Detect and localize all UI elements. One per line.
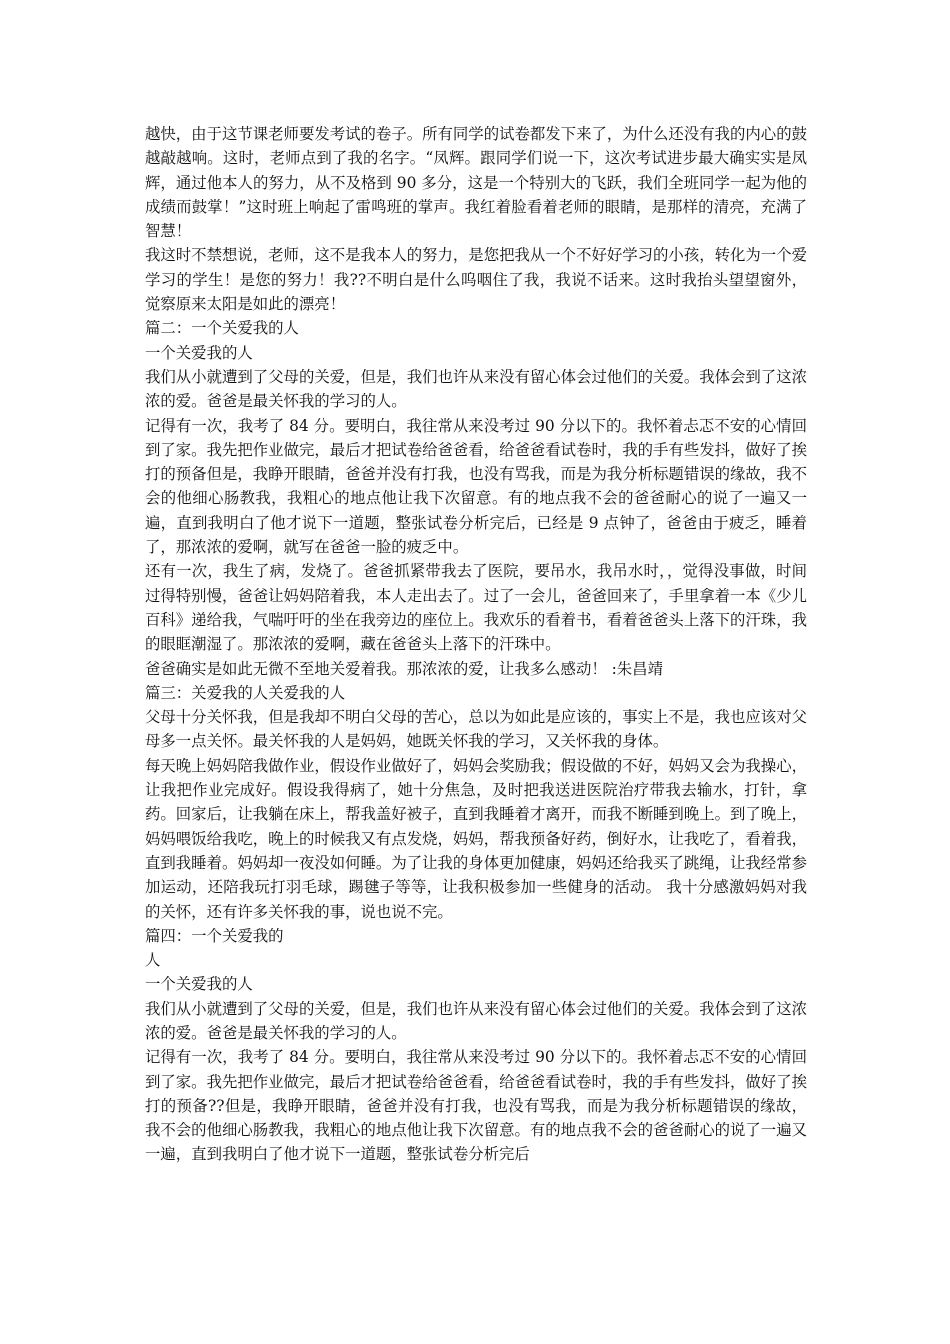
paragraph: 越快，由于这节课老师要发考试的卷子。所有同学的试卷都发下来了，为什么还没有我的内心的鼓越敲越响。这时，老师点到了我的名字。“凤辉。跟同学们说一下，这次考试进步最大确实实是凤辉，通过他本人的努力，从不及格到 90 多分，这是一个特别大的飞跃，我们全班同学一起为他的成绩而鼓掌！”这时班上响起了雷鸣班的掌声。我红着脸看着老师的眼睛，是那样的清亮，充满了智慧！ (145, 125, 807, 241)
paragraph: 我们从小就遭到了父母的关爱，但是，我们也许从来没有留心体会过他们的关爱。我体会到了这浓浓的爱。爸爸是最关怀我的学习的人。 (145, 999, 807, 1042)
document-body (145, 122, 807, 1167)
paragraph: 记得有一次，我考了 84 分。要明白，我往常从来没考过 90 分以下的。我怀着忐忑不安的心情回到了家。我先把作业做完，最后才把试卷给爸爸看，给爸爸看试卷时，我的手有些发抖，做好了挨打的预备但是，我睁开眼睛，爸爸并没有打我，也没有骂我，而是为我分析标题错误的缘故，我不会的他细心肠教我，我粗心的地点他让我下次留意。有的地点我不会的爸爸耐心的说了一遍又一遍，直到我明白了他才说下一道题，整张试卷分析完后，已经是 9 点钟了，爸爸由于疲乏，睡着了，那浓浓的爱啊，就写在爸爸一脸的疲乏中。 (145, 416, 807, 557)
section-heading: 篇二：一个关爱我的人 (145, 319, 299, 338)
section-heading-continuation: 人 (145, 951, 161, 970)
paragraph: 记得有一次，我考了 84 分。要明白，我往常从来没考过 90 分以下的。我怀着忐忑不安的心情回到了家。我先把作业做完，最后才把试卷给爸爸看，给爸爸看试卷时，我的手有些发抖，做好了挨打的预备??但是，我睁开眼睛，爸爸并没有打我，也没有骂我，而是为我分析标题错误的缘故，我不会的他细心肠教我，我粗心的地点他让我下次留意。有的地点我不会的爸爸耐心的说了一遍又一遍，直到我明白了他才说下一道题，整张试卷分析完后 (145, 1048, 807, 1164)
paragraph: 爸爸确实是如此无微不至地关爱着我。那浓浓的爱，让我多么感动！ :朱昌靖 (145, 659, 663, 678)
article-title: 一个关爱我的人 (145, 343, 253, 362)
paragraph: 我们从小就遭到了父母的关爱，但是，我们也许从来没有留心体会过他们的关爱。我体会到了这浓浓的爱。爸爸是最关怀我的学习的人。 (145, 367, 807, 411)
article-title: 一个关爱我的人 (145, 975, 253, 994)
paragraph: 我这时不禁想说，老师，这不是我本人的努力，是您把我从一个不好好学习的小孩，转化为一个爱学习的学生！是您的努力！我??不明白是什么呜咽住了我，我说不话来。这时我抬头望望窗外，觉察原来太阳是如此的漂亮！ (145, 246, 807, 314)
paragraph: 每天晚上妈妈陪我做作业，假设作业做好了，妈妈会奖励我；假设做的不好，妈妈又会为我操心，让我把作业完成好。假设我得病了，她十分焦急，及时把我送进医院治疗带我去输水，打针，拿药。回家后，让我躺在床上，帮我盖好被子，直到我睡着才离开，而我不断睡到晚上。到了晚上，妈妈喂饭给我吃，晚上的时候我又有点发烧，妈妈，帮我预备好药，倒好水，让我吃了，看着我，直到我睡着。妈妈却一夜没如何睡。为了让我的身体更加健康，妈妈还给我买了跳绳，让我经常参加运动，还陪我玩打羽毛球，踢毽子等等，让我积极参加一些健身的活动。 我十分感激妈妈对我的关怀，还有许多关怀我的事，说也说不完。 (145, 756, 807, 921)
paragraph: 父母十分关怀我，但是我却不明白父母的苦心，总以为如此是应该的，事实上不是，我也应该对父母多一点关怀。最关怀我的人是妈妈，她既关怀我的学习，又关怀我的身体。 (145, 708, 807, 751)
section-heading: 篇三：关爱我的人关爱我的人 (145, 683, 346, 702)
section-heading: 篇四：一个关爱我的 (145, 926, 284, 945)
paragraph: 还有一次，我生了病，发烧了。爸爸抓紧带我去了医院，要吊水，我吊水时，，觉得没事做，时间过得特别慢，爸爸让妈妈陪着我，本人走出去了。过了一会儿，爸爸回来了，手里拿着一本《少儿百科》递给我，气喘吁吁的坐在我旁边的座位上。我欢乐的看着书，看着爸爸头上落下的汗珠，我的眼眶潮湿了。那浓浓的爱啊，藏在爸爸头上落下的汗珠中。 (145, 562, 807, 654)
